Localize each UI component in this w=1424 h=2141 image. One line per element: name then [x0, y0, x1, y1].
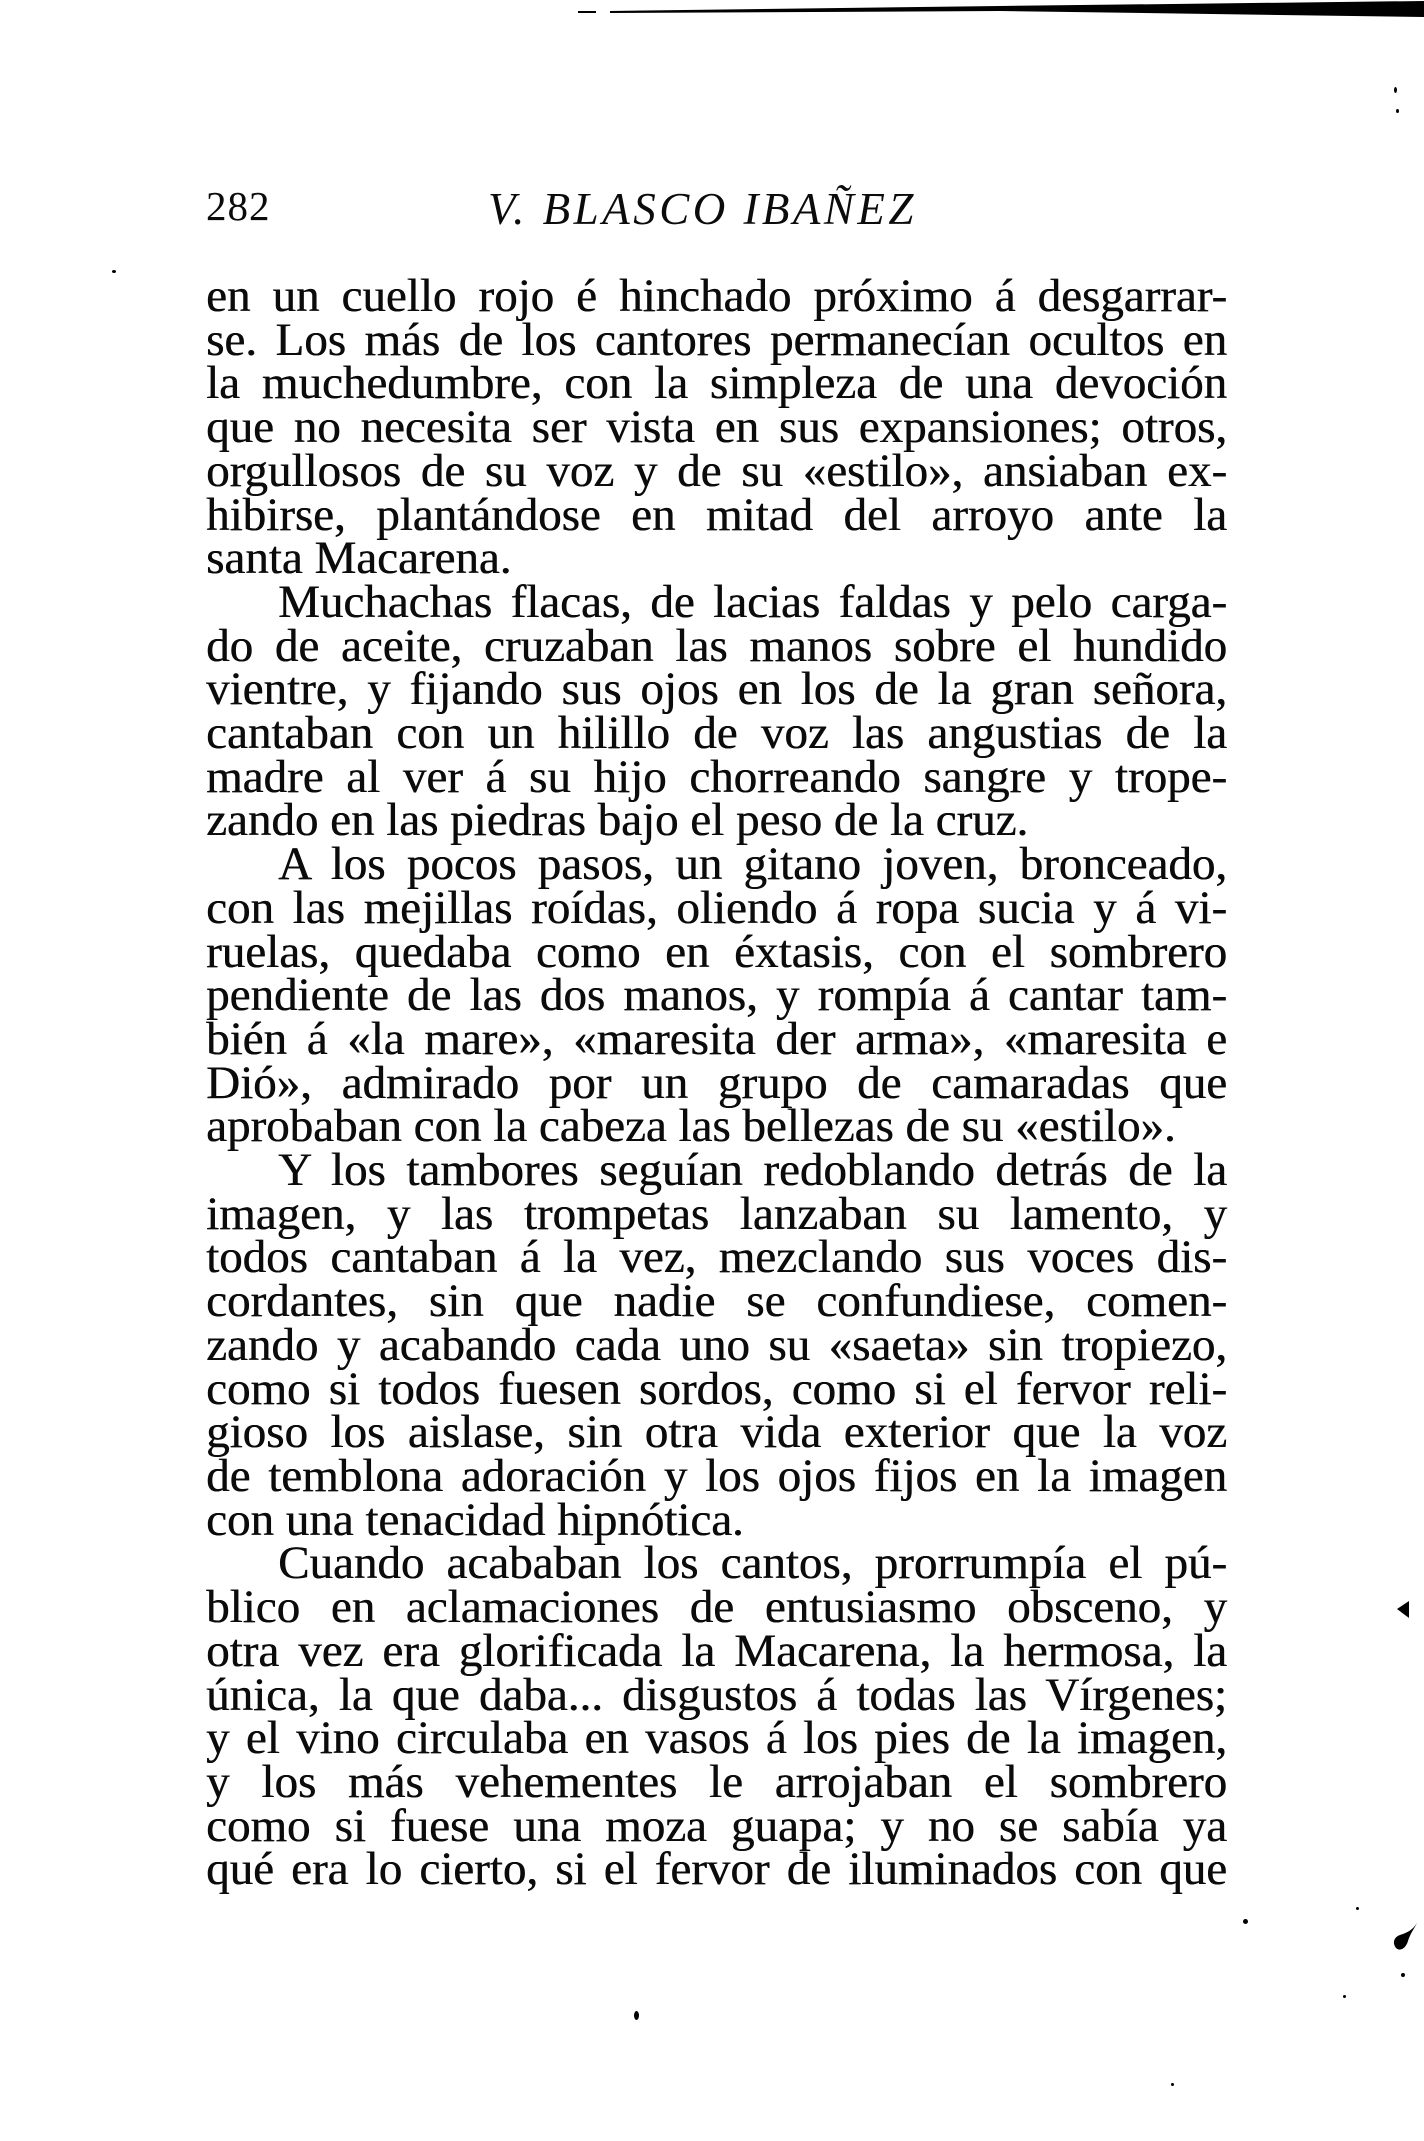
paragraph: [206, 1144, 1227, 1546]
text-line: cordantes, sin que nadie se confundiese, comen-: [206, 1275, 1227, 1328]
text-line: gioso los aislase, sin otra vida exterior que la voz: [206, 1406, 1227, 1459]
text-line: vientre, y fijando sus ojos en los de la gran señora,: [206, 663, 1227, 716]
scan-speck: [112, 270, 116, 273]
text-line: Dió», admirado por un grupo de camaradas que: [206, 1056, 1227, 1109]
text-line: bién á «la mare», «maresita der arma», «maresita e: [206, 1012, 1227, 1065]
text-line: se. Los más de los cantores permanecían ocultos en: [206, 313, 1227, 366]
paragraph: [206, 1537, 1227, 1896]
text-line: zando y acabando cada uno su «saeta» sin tropiezo,: [206, 1318, 1227, 1371]
text-line: Muchachas flacas, de lacias faldas y pelo carga-: [278, 575, 1227, 628]
text-line: en un cuello rojo é hinchado próximo á desgarrar-: [206, 270, 1227, 322]
text-line: orgullosos de su voz y de su «estilo», ansiaban ex-: [206, 444, 1227, 497]
scan-speck: [634, 2011, 639, 2020]
text-line: otra vez era glorificada la Macarena, la hermosa, la: [206, 1624, 1227, 1677]
text-line: pendiente de las dos manos, y rompía á cantar tam-: [206, 969, 1227, 1022]
text-line: blico en aclamaciones de entusiasmo obsceno, y: [206, 1581, 1227, 1634]
scan-speck: [1401, 1973, 1405, 1977]
text-line: todos cantaban á la vez, mezclando sus voces dis-: [206, 1231, 1227, 1284]
text-line: ruelas, quedaba como en éxtasis, con el sombrero: [206, 925, 1227, 978]
scan-speck: [1394, 87, 1397, 93]
scan-speck: [1396, 109, 1399, 113]
scan-speck: [1356, 1907, 1359, 1910]
text-line: Y los tambores seguían redoblando detrás de la: [278, 1144, 1227, 1197]
text-line: madre al ver á su hijo chorreando sangre y trope-: [206, 750, 1227, 803]
running-title: V. BLASCO IBAÑEZ: [488, 184, 917, 234]
left-arrow-mark: [1397, 1601, 1409, 1618]
text-line: la muchedumbre, con la simpleza de una devoción: [206, 357, 1227, 410]
page-number: 282: [206, 183, 271, 229]
text-line: de temblona adoración y los ojos fijos en la imagen: [206, 1449, 1227, 1502]
body-text: [206, 270, 1227, 1896]
text-line: zando en las piedras bajo el peso de la cruz.: [206, 794, 1029, 847]
scan-speck: [1343, 1995, 1346, 1998]
text-line: imagen, y las trompetas lanzaban su lamento, y: [206, 1187, 1227, 1240]
text-line: como si fuese una moza guapa; y no se sabía ya: [206, 1799, 1227, 1852]
text-line: y los más vehementes le arrojaban el sombrero: [206, 1755, 1227, 1808]
text-line: qué era lo cierto, si el fervor de iluminados con que: [206, 1843, 1227, 1896]
paragraph: [206, 575, 1227, 847]
text-line: que no necesita ser vista en sus expansiones; otros,: [206, 401, 1227, 454]
scan-speck: [1243, 1919, 1248, 1924]
text-line: hibirse, plantándose en mitad del arroyo ante la: [206, 488, 1227, 541]
text-line: do de aceite, cruzaban las manos sobre el hundido: [206, 619, 1227, 672]
text-line: Cuando acababan los cantos, prorrumpía el pú-: [278, 1537, 1227, 1590]
text-line: cantaban con un hilillo de voz las angustias de la: [206, 707, 1227, 760]
scan-speck: [1171, 2083, 1174, 2086]
paragraph: [206, 838, 1227, 1153]
text-line: aprobaban con la cabeza las bellezas de su «estilo».: [206, 1100, 1176, 1153]
text-line: A los pocos pasos, un gitano joven, bronceado,: [278, 838, 1227, 891]
ink-blob-right-margin: [1392, 1922, 1419, 1953]
text-line: como si todos fuesen sordos, como si el fervor reli-: [206, 1362, 1227, 1415]
paragraph: [206, 270, 1227, 585]
text-line: con una tenacidad hipnótica.: [206, 1493, 744, 1546]
text-line: con las mejillas roídas, oliendo á ropa sucia y á vi-: [206, 881, 1227, 934]
top-edge-scan-shadow: [0, 0, 1424, 22]
text-line: santa Macarena.: [206, 532, 512, 585]
text-line: y el vino circulaba en vasos á los pies de la imagen,: [206, 1712, 1227, 1765]
text-line: única, la que daba... disgustos á todas las Vírgenes;: [206, 1668, 1227, 1721]
